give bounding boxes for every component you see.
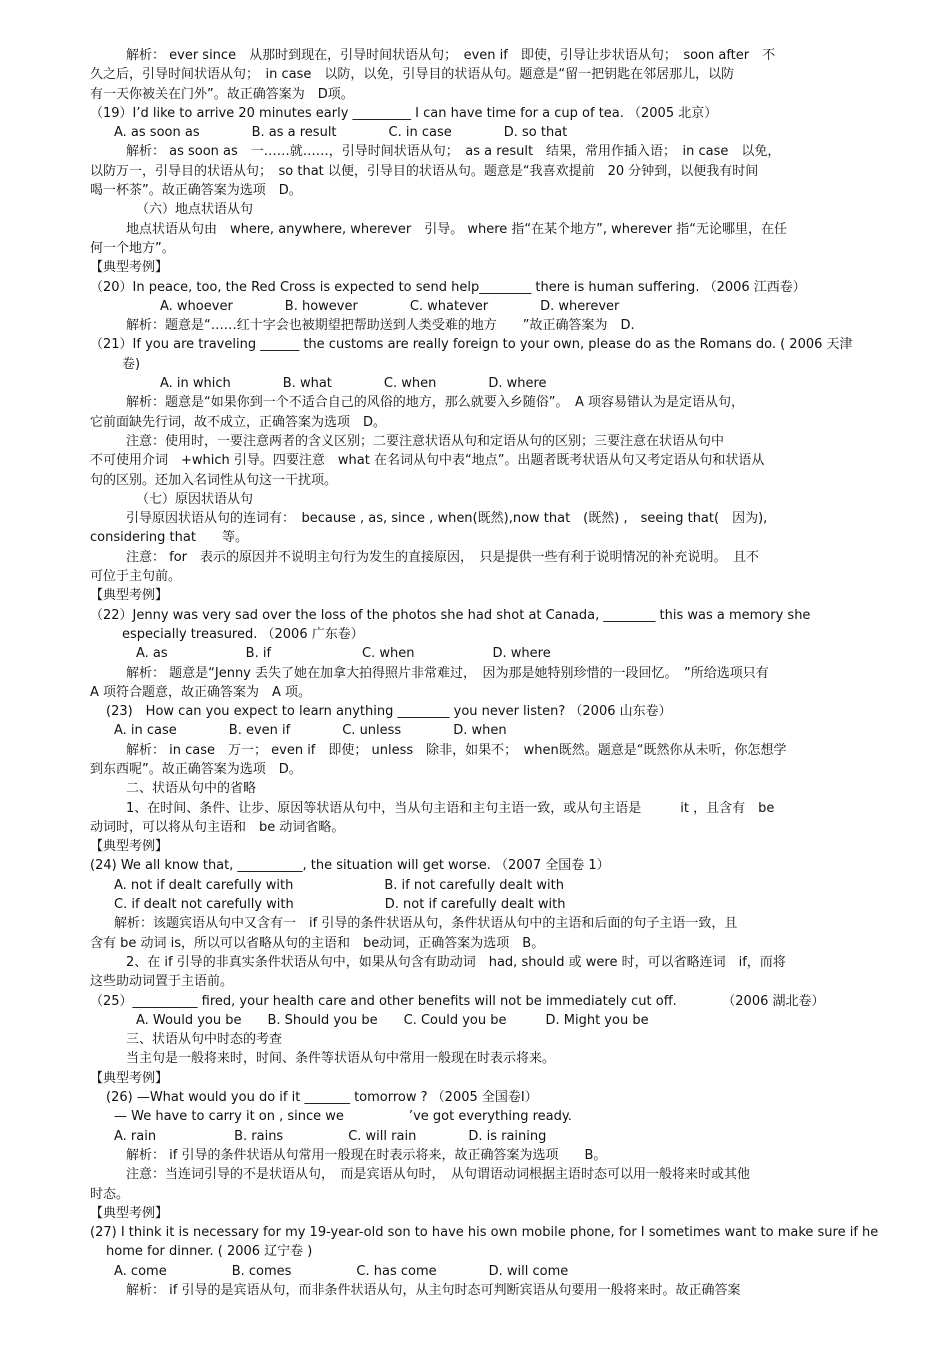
options-27: A. come B. comes C. has come D. will come bbox=[114, 1263, 569, 1279]
text-line: 解析：该题宾语从句中又含有一 if 引导的条件状语从句，条件状语从句中的主语和后面的句子主语一致，且 bbox=[114, 916, 738, 932]
options-24-a: A. not if dealt carefully with B. if not carefully dealt with bbox=[114, 877, 564, 893]
text-line: considering that 等。 bbox=[90, 530, 248, 546]
text-line: 句的区别。还加入名词性从句这一干扰项。 bbox=[90, 472, 338, 488]
text-line: 解析： ever since 从那时到现在，引导时间状语从句； even if 即使，引导让步状语从句； soon after 不 bbox=[126, 48, 776, 63]
question-27: (27) I think it is necessary for my 19-year-old son to have his own mobile phone, for I sometimes want to make sure if he bbox=[90, 1225, 879, 1241]
text-line: 动词时，可以将从句主语和 be 动词省略。 bbox=[90, 819, 345, 835]
document-page bbox=[90, 46, 905, 1300]
options-24-c: C. if dealt not carefully with D. not if carefully dealt with bbox=[114, 897, 566, 913]
options-22: A. as B. if C. when D. where bbox=[136, 646, 551, 662]
text-line: A 项符合题意，故正确答案为 A 项。 bbox=[90, 684, 312, 700]
text-line: 到东西呢”。故正确答案为选项 D。 bbox=[90, 761, 302, 777]
question-19: （19）I’d like to arrive 20 minutes early _________ I can have time for a cup of tea. （2005 北京） bbox=[90, 105, 718, 121]
question-20: （20）In peace, too, the Red Cross is expected to send help________ there is human suffering. （2006 江西卷） bbox=[90, 279, 806, 295]
example-heading: 【典型考例】 bbox=[90, 260, 169, 276]
section-heading: （七）原因状语从句 bbox=[136, 491, 254, 507]
question-25: （25）__________ fired, your health care and other benefits will not be immediately cut off. （2006 湖北卷） bbox=[90, 993, 825, 1009]
text-line: 当主句是一般将来时，时间、条件等状语从句中常用一般现在时表示将来。 bbox=[126, 1051, 556, 1067]
text-line: 喝一杯茶”。故正确答案为选项 D。 bbox=[90, 183, 302, 199]
example-heading: 【典型考例】 bbox=[90, 839, 169, 855]
text-line: 时态。 bbox=[90, 1186, 130, 1202]
text-line: 解析： if 引导的条件状语从句常用一般现在时表示将来，故正确答案为选项 B。 bbox=[126, 1147, 607, 1163]
section-heading: 三、状语从句中时态的考查 bbox=[126, 1032, 283, 1048]
options-19: A. as soon as B. as a result C. in case D. so that bbox=[114, 125, 568, 141]
text-line: 含有 be 动词 is，所以可以省略从句的主语和 be动词，正确答案为选项 B。 bbox=[90, 935, 545, 951]
text-line: 引导原因状语从句的连词有： because , as, since , when(既然),now that (既然) , seeing that( 因为), bbox=[126, 511, 768, 527]
text-line: 解析： if 引导的是宾语从句，而非条件状语从句，从主句时态可判断宾语从句要用一般将来时。故正确答案 bbox=[126, 1283, 741, 1298]
text-line: 解析： as soon as 一……就……，引导时间状语从句； as a result 结果，常用作插入语； in case 以免， bbox=[126, 144, 781, 160]
options-26: A. rain B. rains C. will rain D. is raining bbox=[114, 1128, 547, 1144]
question-26: (26) —What would you do if it _______ tomorrow ? （2005 全国卷Ⅰ） bbox=[106, 1090, 538, 1106]
text-line: 卷) bbox=[122, 356, 141, 372]
text-line: 可位于主句前。 bbox=[90, 569, 182, 585]
section-heading: （六）地点状语从句 bbox=[136, 202, 254, 218]
text-line: 以防万一，引导目的状语从句； so that 以便，引导目的状语从句。题意是“我喜欢提前 20 分钟到，以便我有时间 bbox=[90, 163, 759, 179]
section-heading: 二、状语从句中的省略 bbox=[126, 781, 257, 797]
example-heading: 【典型考例】 bbox=[90, 1070, 169, 1086]
text-line: 有一天你被关在门外”。故正确答案为 D项。 bbox=[90, 86, 354, 102]
text-line: especially treasured. （2006 广东卷） bbox=[122, 626, 364, 642]
text-line: 它前面缺先行词，故不成立，正确答案为选项 D。 bbox=[90, 414, 387, 430]
text-line: 何一个地方”。 bbox=[90, 240, 175, 256]
question-21: （21）If you are traveling ______ the customs are really foreign to your own, please do as the Romans do. ( 2006 天津 bbox=[90, 337, 853, 353]
options-21: A. in which B. what C. when D. where bbox=[160, 376, 547, 392]
options-20: A. whoever B. however C. whatever D. wherever bbox=[160, 298, 620, 314]
text-line: 1、在时间、条件、让步、原因等状语从句中，当从句主语和主句主语一致，或从句主语是 it ，且含有 be bbox=[126, 800, 775, 816]
text-line: 解析： in case 万一； even if 即使； unless 除非，如果不； when既然。题意是“既然你从未听，你怎想学 bbox=[126, 742, 787, 758]
text-line: 解析：题意是“如果你到一个不适合自己的风俗的地方，那么就要入乡随俗”。 A 项容易错认为是定语从句， bbox=[126, 395, 744, 411]
text-line: 2、在 if 引导的非真实条件状语从句中，如果从句含有助动词 had, should 或 were 时，可以省略连词 if，而将 bbox=[126, 954, 786, 970]
text-line: 解析： 题意是“Jenny 丢失了她在加拿大拍得照片非常难过， 因为那是她特别珍惜的一段回忆。 ”所给选项只有 bbox=[126, 665, 769, 681]
options-23: A. in case B. even if C. unless D. when bbox=[114, 723, 507, 739]
text-line: home for dinner. ( 2006 辽宁卷 ) bbox=[106, 1244, 313, 1260]
text-line: 不可使用介词 +which 引导。四要注意 what 在名词从句中表“地点”。出题者既考状语从句又考定语从句和状语从 bbox=[90, 453, 765, 469]
text-line: 注意：使用时，一要注意两者的含义区别；二要注意状语从句和定语从句的区别；三要注意在状语从句中 bbox=[126, 433, 725, 449]
text-line: 地点状语从句由 where, anywhere, wherever 引导。 where 指“在某个地方”, wherever 指“无论哪里，在任 bbox=[126, 221, 788, 237]
text-line: 久之后，引导时间状语从句； in case 以防，以免，引导目的状语从句。题意是“留一把钥匙在邻居那儿，以防 bbox=[90, 67, 735, 83]
text-line: 注意： for 表示的原因并不说明主句行为发生的直接原因， 只是提供一些有利于说明情况的补充说明。 且不 bbox=[126, 549, 760, 565]
text-line: 这些助动词置于主语前。 bbox=[90, 974, 234, 990]
question-24: (24) We all know that, __________, the situation will get worse. （2007 全国卷 1） bbox=[90, 858, 610, 874]
text-line: — We have to carry it on , since we ’ve got everything ready. bbox=[114, 1109, 572, 1125]
question-22: （22）Jenny was very sad over the loss of the photos she had shot at Canada, ________ this was a memory she bbox=[90, 607, 811, 623]
text-line: 解析：题意是“……红十字会也被期望把帮助送到人类受难的地方 ”故正确答案为 D. bbox=[126, 318, 635, 334]
options-25: A. Would you be B. Should you be C. Could you be D. Might you be bbox=[136, 1012, 649, 1028]
example-heading: 【典型考例】 bbox=[90, 588, 169, 604]
text-line: 注意：当连词引导的不是状语从句， 而是宾语从句时， 从句谓语动词根据主语时态可以用一般将来时或其他 bbox=[126, 1167, 751, 1183]
question-23: (23) How can you expect to learn anything ________ you never listen? （2006 山东卷） bbox=[106, 704, 672, 720]
example-heading: 【典型考例】 bbox=[90, 1205, 169, 1221]
